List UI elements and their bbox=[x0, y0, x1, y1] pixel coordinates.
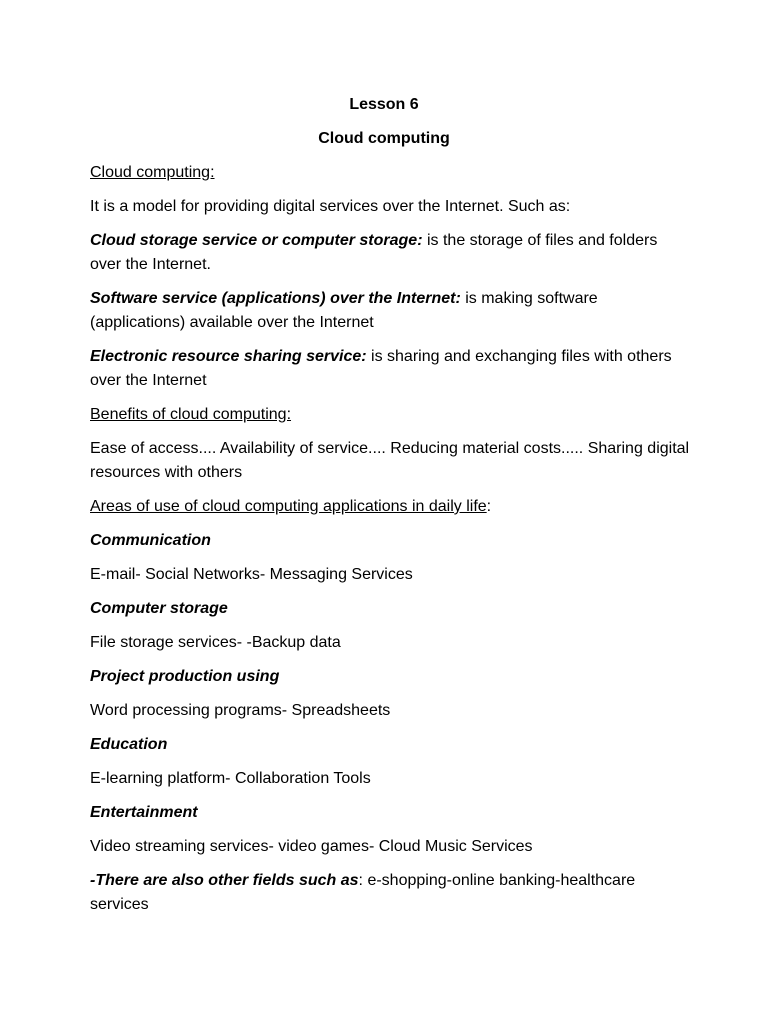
other-fields-desc: : e-shopping-online banking-healthcare services bbox=[90, 872, 636, 913]
benefits-paragraph: Ease of access.... Availability of service.... Reducing material costs..... Sharing digital resources with others bbox=[90, 440, 690, 481]
areas-heading-colon: : bbox=[486, 498, 492, 515]
section-heading-cloud bbox=[90, 161, 690, 185]
benefits-heading-text: Benefits of cloud computing: bbox=[90, 406, 292, 423]
service-term-software: Software service (applications) over the Internet: bbox=[90, 290, 461, 307]
area-name-project: Project production using bbox=[90, 668, 280, 685]
area-items-entertainment: Video streaming services- video games- Cloud Music Services bbox=[90, 838, 533, 855]
area-items-storage: File storage services- -Backup data bbox=[90, 634, 341, 651]
area-items-education: E-learning platform- Collaboration Tools bbox=[90, 770, 371, 787]
other-fields-paragraph bbox=[90, 869, 690, 917]
service-paragraph-storage bbox=[90, 229, 690, 277]
area-name-entertainment: Entertainment bbox=[90, 804, 198, 821]
benefits-heading bbox=[90, 403, 690, 427]
area-items-communication: E-mail- Social Networks- Messaging Services bbox=[90, 566, 413, 583]
service-term-sharing: Electronic resource sharing service: bbox=[90, 348, 367, 365]
intro-paragraph: It is a model for providing digital services over the Internet. Such as: bbox=[90, 198, 571, 215]
areas-heading bbox=[90, 495, 690, 519]
service-desc-sharing: is sharing and exchanging files with others over the Internet bbox=[90, 348, 672, 389]
areas-heading-text: Areas of use of cloud computing applications in daily life bbox=[90, 498, 487, 515]
document-body bbox=[90, 93, 690, 927]
area-items-project: Word processing programs- Spreadsheets bbox=[90, 702, 391, 719]
service-paragraph-software bbox=[90, 287, 690, 335]
document-title: Cloud computing bbox=[318, 130, 450, 147]
lesson-number: Lesson 6 bbox=[349, 96, 419, 113]
service-desc-software: is making software (applications) available over the Internet bbox=[90, 290, 598, 331]
service-desc-storage: is the storage of files and folders over the Internet. bbox=[90, 232, 658, 273]
area-name-communication: Communication bbox=[90, 532, 211, 549]
service-term-storage: Cloud storage service or computer storage: bbox=[90, 232, 423, 249]
service-paragraph-sharing bbox=[90, 345, 690, 393]
section-heading-cloud-text: Cloud computing: bbox=[90, 164, 215, 181]
area-name-education: Education bbox=[90, 736, 168, 753]
area-name-storage: Computer storage bbox=[90, 600, 228, 617]
other-fields-term: -There are also other fields such as bbox=[90, 872, 359, 889]
